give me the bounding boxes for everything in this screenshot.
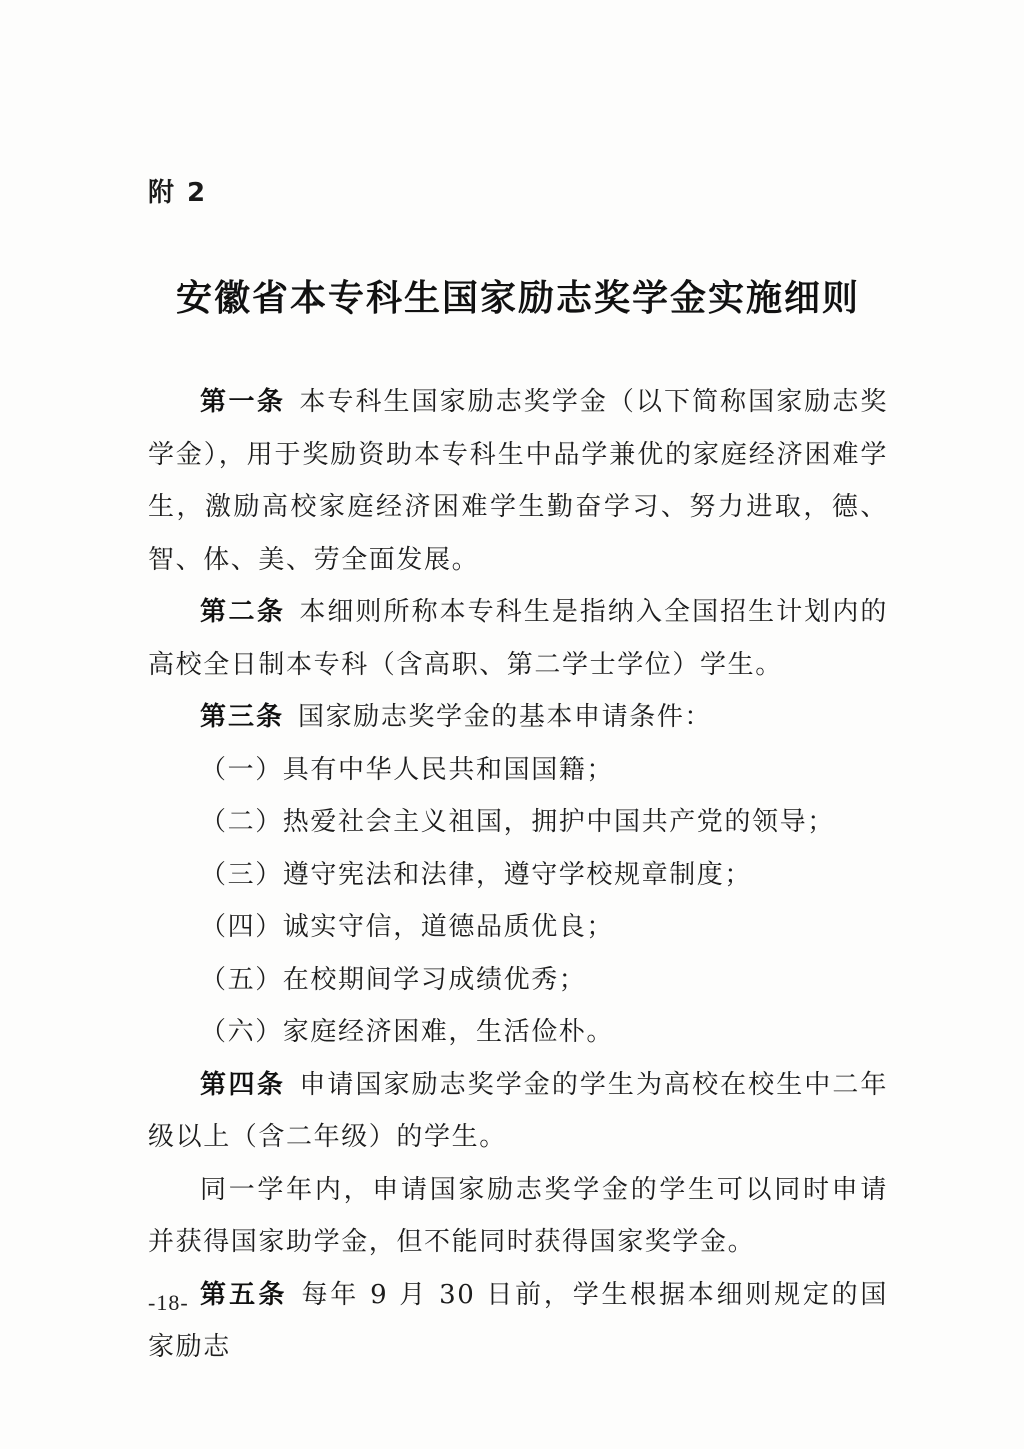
article-text: 本细则所称本专科生是指纳入全国招生计划内的高校全日制本专科（含高职、第二学士学位）学生。 xyxy=(148,597,888,680)
condition-text: （六）家庭经济困难，生活俭朴。 xyxy=(200,1017,615,1047)
document-body xyxy=(148,376,888,1374)
article-number: 第一条 xyxy=(200,387,286,417)
article-text: 每年 9 月 30 日前，学生根据本细则规定的国家励志 xyxy=(148,1279,888,1362)
condition-text: （四）诚实守信，道德品质优良； xyxy=(200,912,615,942)
condition-item xyxy=(148,901,888,954)
article-4-continued xyxy=(148,1164,888,1269)
document-title: 安徽省本专科生国家励志奖学金实施细则 xyxy=(175,278,860,319)
condition-text: （二）热爱社会主义祖国，拥护中国共产党的领导； xyxy=(200,807,835,837)
condition-text: （一）具有中华人民共和国国籍； xyxy=(200,754,615,785)
article-text: 申请国家励志奖学金的学生为高校在校生中二年级以上（含二年级）的学生。 xyxy=(148,1069,888,1152)
article-5 xyxy=(148,1269,888,1374)
condition-text: （三）遵守宪法和法律，遵守学校规章制度； xyxy=(200,859,753,890)
condition-item xyxy=(148,1006,888,1059)
article-1 xyxy=(148,376,888,586)
article-text: 本专科生国家励志奖学金（以下简称国家励志奖学金），用于奖励资助本专科生中品学兼优的家庭经济困难学生，激励高校家庭经济困难学生勤奋学习、努力进取，德、智、体、美、劳全面发展。 xyxy=(148,387,888,575)
page-number: -18- xyxy=(148,1290,189,1315)
article-text: 国家励志奖学金的基本申请条件： xyxy=(298,702,713,732)
condition-item xyxy=(148,796,888,849)
article-2 xyxy=(148,586,888,691)
condition-item xyxy=(148,954,888,1007)
condition-text: （五）在校期间学习成绩优秀； xyxy=(200,964,587,995)
article-number: 第五条 xyxy=(200,1279,288,1310)
article-text: 同一学年内，申请国家励志奖学金的学生可以同时申请并获得国家助学金，但不能同时获得国家奖学金。 xyxy=(148,1174,888,1257)
condition-item xyxy=(148,744,888,797)
article-4 xyxy=(148,1059,888,1164)
article-number: 第三条 xyxy=(200,702,285,732)
article-3 xyxy=(148,691,888,744)
attachment-label: 附 2 xyxy=(148,178,208,208)
article-number: 第四条 xyxy=(200,1069,286,1100)
condition-item xyxy=(148,849,888,902)
article-number: 第二条 xyxy=(200,597,286,627)
